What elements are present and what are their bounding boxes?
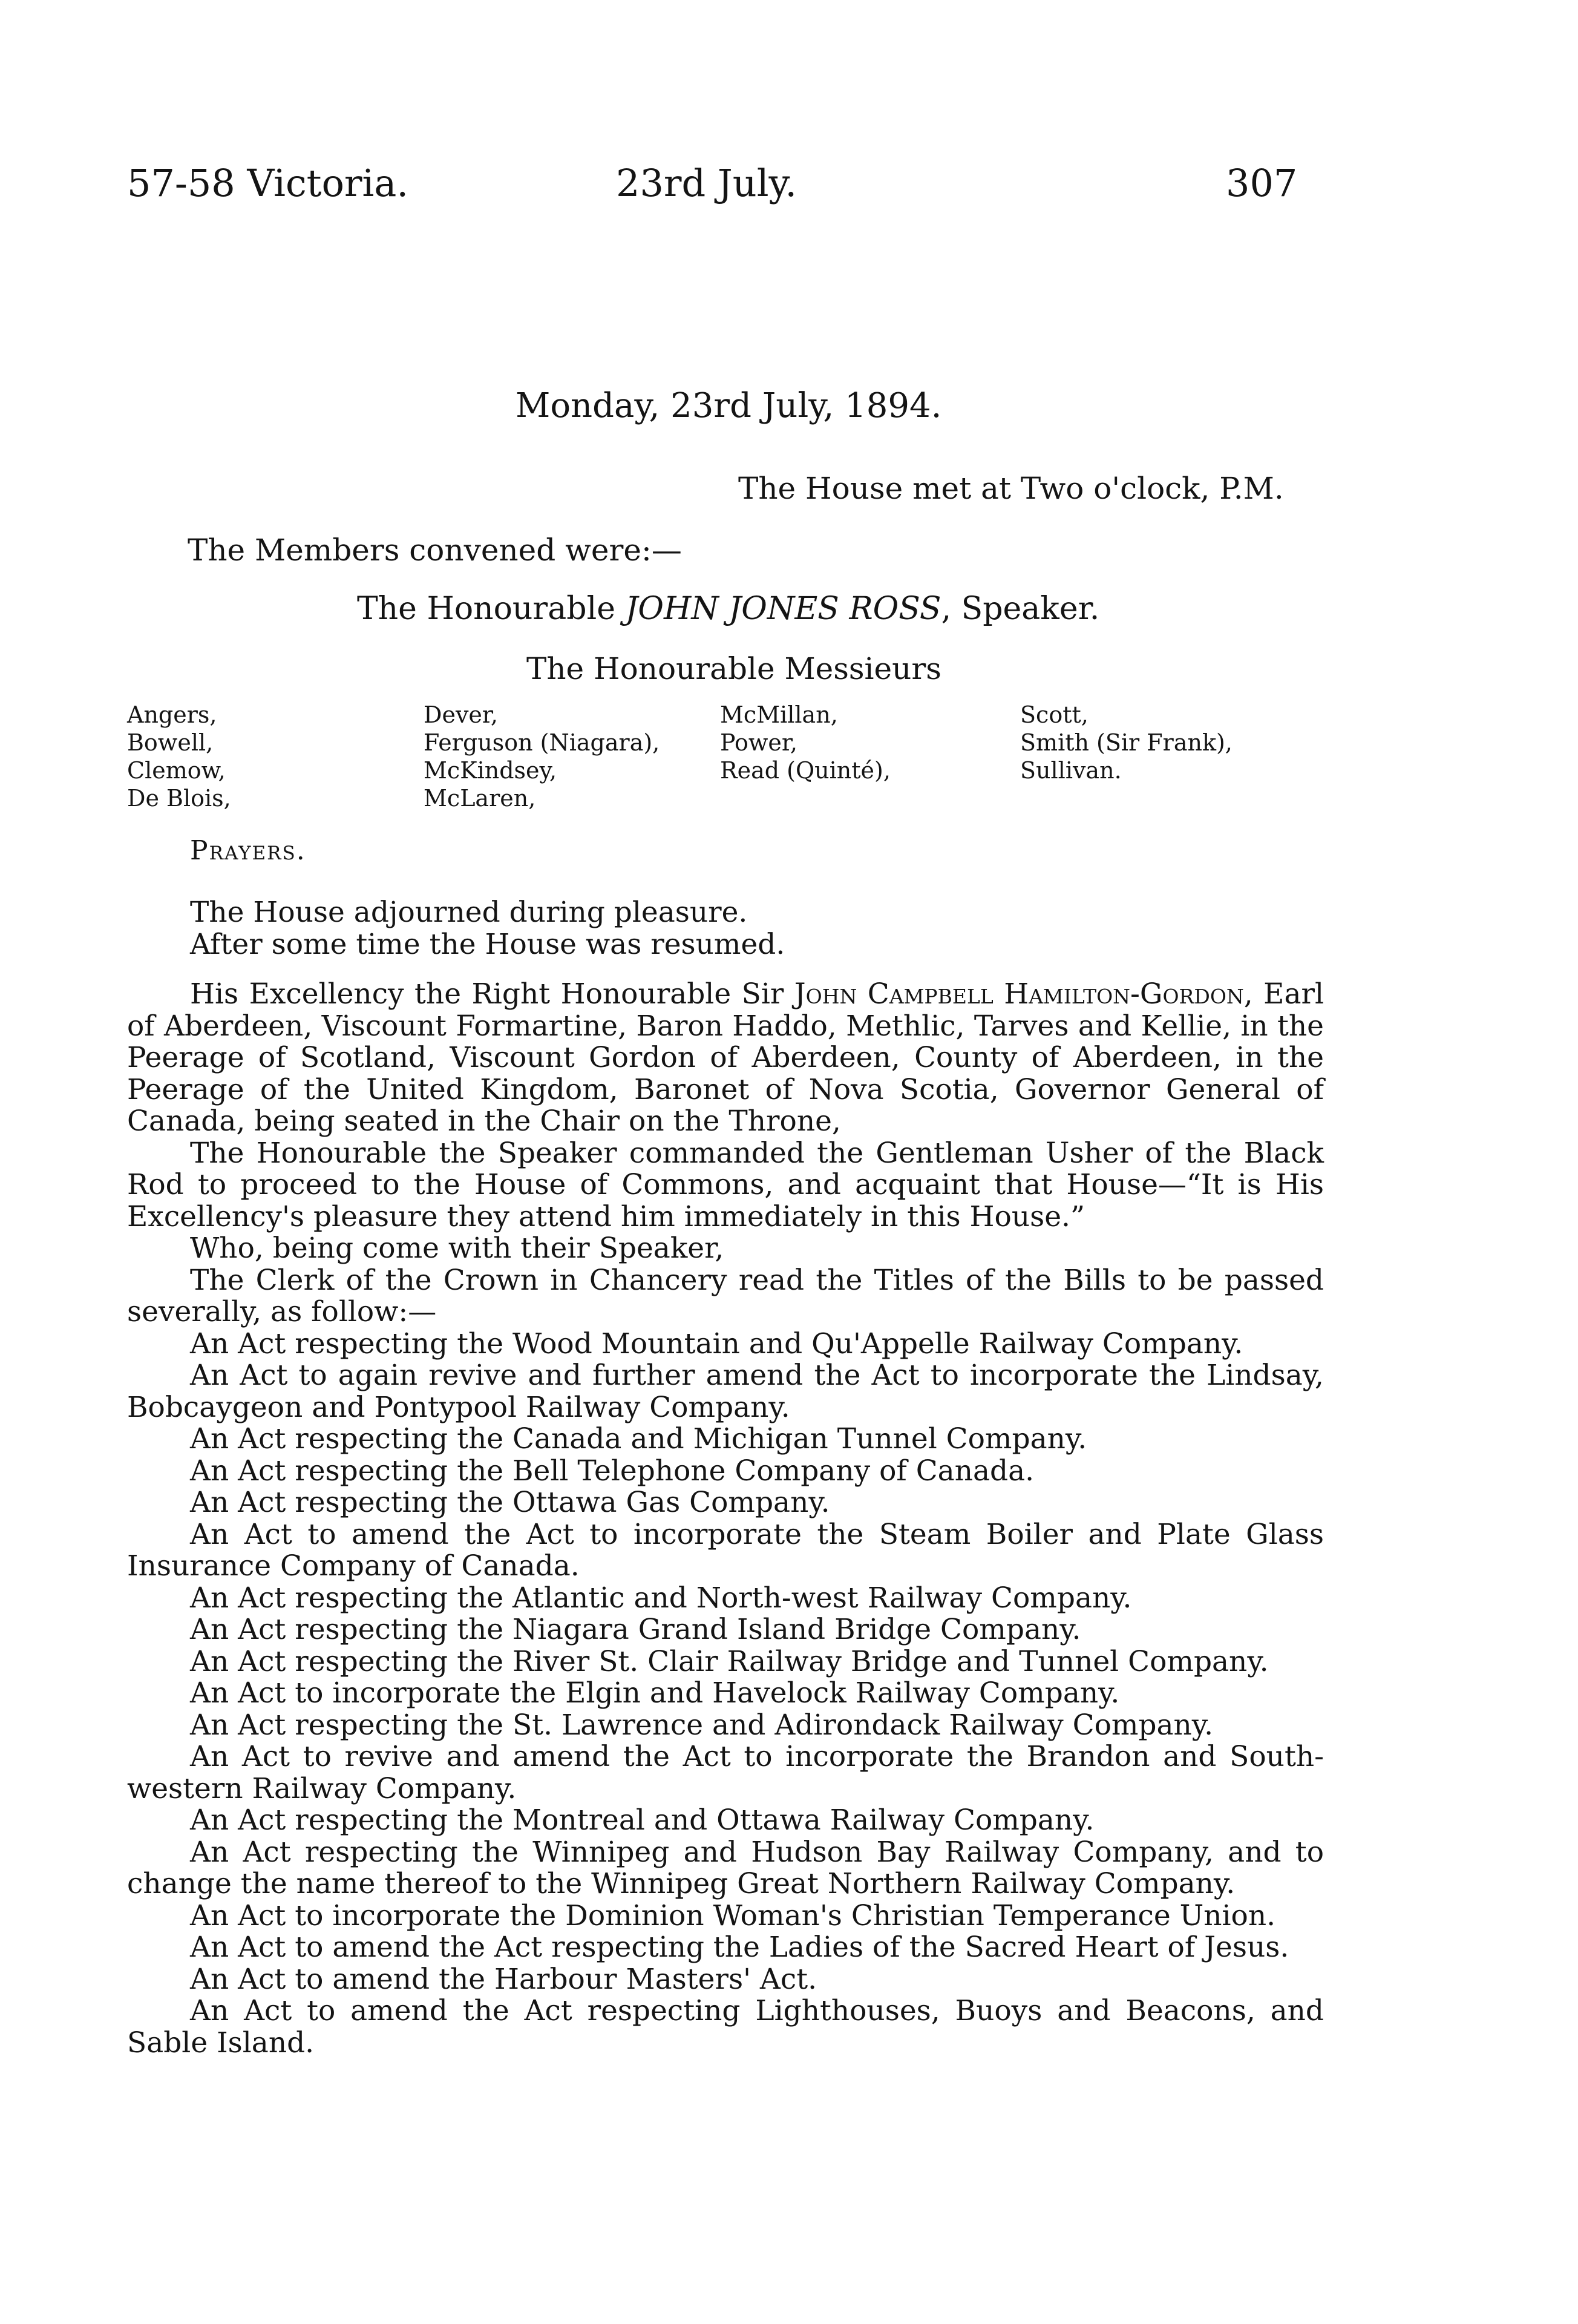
member-name: Power, — [720, 729, 797, 756]
member-name: Dever, — [424, 701, 498, 728]
proceedings-body — [127, 979, 1324, 2059]
messieurs-heading: The Honourable Messieurs — [526, 651, 941, 686]
member-name: Sullivan. — [1020, 757, 1122, 784]
act-title: An Act to again revive and further amend the Act to incorporate the Lindsay, Bobcaygeon and Pontypool Railway Company. — [127, 1359, 1324, 1424]
house-met-time: The House met at Two o'clock, P.M. — [738, 471, 1284, 506]
member-name: Ferguson (Niagara), — [424, 729, 660, 756]
prayers-heading: Prayers. — [190, 835, 306, 866]
governor-paragraph — [127, 979, 1324, 1138]
member-name: Angers, — [127, 701, 217, 728]
header-date: 23rd July. — [616, 161, 797, 205]
members-convened-label: The Members convened were:— — [188, 533, 682, 568]
act-title: An Act respecting the Winnipeg and Hudson Bay Railway Company, and to change the name thereof to the Winnipeg Great Northern Railway Company. — [127, 1835, 1324, 1900]
member-name: McKindsey, — [424, 757, 557, 784]
resumed-line: After some time the House was resumed. — [190, 927, 785, 961]
members-column-4 — [1020, 701, 1233, 784]
act-title: An Act respecting the River St. Clair Railway Bridge and Tunnel Company. — [190, 1644, 1269, 1678]
speaker-line — [357, 591, 1099, 627]
speaker-name: JOHN JONES ROSS — [625, 591, 941, 627]
who-being-line: Who, being come with their Speaker, — [190, 1232, 724, 1265]
act-title: An Act to incorporate the Dominion Woman's Christian Temperance Union. — [190, 1899, 1276, 1932]
governor-name: John Campbell Hamilton-Gordon — [794, 977, 1244, 1011]
page-number: 307 — [1226, 161, 1298, 205]
act-title: An Act respecting the Montreal and Ottawa Railway Company. — [190, 1804, 1095, 1837]
act-title: An Act respecting the Atlantic and North-west Railway Company. — [190, 1581, 1132, 1615]
speaker-prefix: The Honourable — [357, 591, 626, 627]
act-title: An Act to incorporate the Elgin and Havelock Railway Company. — [190, 1676, 1120, 1710]
act-title: An Act respecting the Bell Telephone Company of Canada. — [190, 1454, 1035, 1488]
adjourned-line: The House adjourned during pleasure. — [190, 896, 748, 929]
member-name: Smith (Sir Frank), — [1020, 729, 1233, 756]
members-column-1 — [127, 701, 231, 812]
act-title: An Act to amend the Act to incorporate the Steam Boiler and Plate Glass Insurance Company of Canada. — [127, 1517, 1324, 1583]
member-name: McLaren, — [424, 785, 536, 812]
member-name: Scott, — [1020, 701, 1089, 728]
act-title: An Act to amend the Act respecting the Ladies of the Sacred Heart of Jesus. — [190, 1931, 1289, 1964]
act-title: An Act respecting the Niagara Grand Island Bridge Company. — [190, 1613, 1081, 1646]
act-title: An Act respecting the Ottawa Gas Company. — [190, 1486, 830, 1519]
member-name: Clemow, — [127, 757, 226, 784]
clerk-paragraph: The Clerk of the Crown in Chancery read the Titles of the Bills to be passed severally, as follow:— — [127, 1263, 1324, 1328]
header-session: 57-58 Victoria. — [127, 161, 409, 205]
members-column-2 — [424, 701, 660, 812]
governor-titles: , Earl of Aberdeen, Viscount Formartine, Baron Haddo, Methlic, Tarves and Kellie, in the Peerage of Scotland, Viscount Gordon of Aberdeen, County of Aberdeen, in the Peerage of the United Kingdom, Baronet of Nova Scotia, Governor General of Canada, being seated in the Chair on the Throne, — [127, 977, 1324, 1138]
members-column-3 — [720, 701, 891, 784]
act-title: An Act to revive and amend the Act to incorporate the Brandon and South-western Railway Company. — [127, 1740, 1324, 1805]
governor-intro: His Excellency the Right Honourable Sir — [190, 977, 794, 1011]
act-title: An Act respecting the St. Lawrence and Adirondack Railway Company. — [190, 1708, 1214, 1742]
member-name: Bowell, — [127, 729, 214, 756]
adjournment-block — [127, 897, 1324, 960]
speaker-suffix: , Speaker. — [941, 591, 1100, 627]
act-title: An Act to amend the Harbour Masters' Act. — [190, 1962, 817, 1996]
black-rod-paragraph: The Honourable the Speaker commanded the Gentleman Usher of the Black Rod to proceed to the House of Commons, and acquaint that House—“It is His Excellency's pleasure they attend him immediately in this House.” — [127, 1136, 1324, 1233]
act-title: An Act respecting the Wood Mountain and Qu'Appelle Railway Company. — [190, 1327, 1243, 1361]
act-title: An Act respecting the Canada and Michigan Tunnel Company. — [190, 1422, 1087, 1456]
member-name: De Blois, — [127, 785, 231, 812]
member-name: McMillan, — [720, 701, 838, 728]
sitting-date-heading: Monday, 23rd July, 1894. — [516, 386, 942, 425]
member-name: Read (Quinté), — [720, 757, 891, 784]
act-title: An Act to amend the Act respecting Lighthouses, Buoys and Beacons, and Sable Island. — [127, 1994, 1324, 2060]
